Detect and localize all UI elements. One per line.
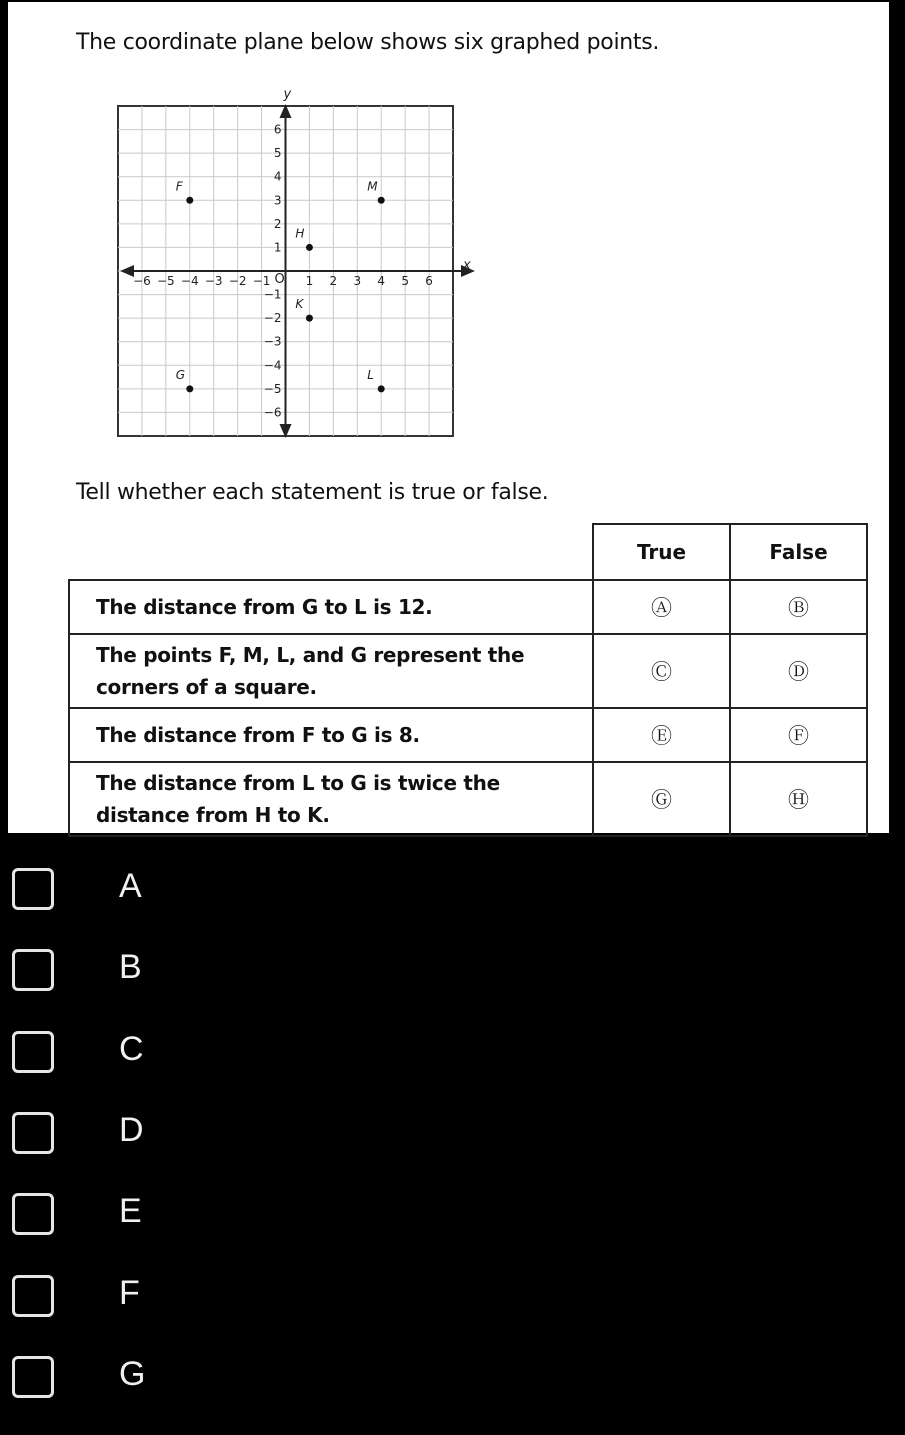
x-tick-label: 6 [425,274,433,288]
choice-f[interactable] [0,1260,300,1330]
y-axis-label: y [283,87,292,102]
question-intro: The coordinate plane below shows six graphed points. [76,30,660,55]
true-false-table [68,523,868,837]
y-tick-label: −1 [263,287,282,302]
x-tick-label: −4 [180,274,199,288]
question-instruction: Tell whether each statement is true or false. [76,480,549,505]
header-blank [69,524,593,580]
x-tick-label: 5 [401,274,409,288]
point-label: G [175,367,186,382]
statement: The distance from L to G is twice the distance from H to K. [69,762,593,836]
point-label: H [295,226,305,241]
y-tick-label: 2 [273,216,282,231]
origin-label: O [274,272,285,287]
checkbox[interactable] [12,1193,54,1235]
point-label: M [367,179,378,194]
table-row [69,580,867,634]
choice-label: D [119,1111,144,1149]
x-tick-label: −1 [252,274,271,288]
coordinate-plane [100,84,480,444]
option-g: Ⓖ [593,762,730,836]
x-tick-label: −6 [133,274,151,288]
statement: The points F, M, L, and G represent the corners of a square. [69,634,593,708]
option-f: Ⓕ [730,708,867,762]
x-tick-label: −2 [228,274,247,288]
y-tick-label: −4 [263,358,282,373]
option-e: Ⓔ [593,708,730,762]
choice-label: B [119,948,142,986]
y-tick-label: −6 [263,405,282,420]
checkbox[interactable] [12,1275,54,1317]
x-tick-label: −5 [157,274,175,288]
checkbox[interactable] [12,1356,54,1398]
choice-g[interactable] [0,1341,300,1411]
option-c: Ⓒ [593,634,730,708]
option-h: Ⓗ [730,762,867,836]
x-tick-label: 1 [305,274,314,288]
choice-a[interactable] [0,853,300,923]
x-axis-label: x [463,258,471,273]
point-h [306,244,313,251]
y-tick-label: 5 [273,146,282,161]
choice-e[interactable] [0,1178,300,1248]
choice-label: C [119,1030,144,1068]
statement: The distance from F to G is 8. [69,708,593,762]
y-tick-label: −3 [263,334,282,349]
option-d: Ⓓ [730,634,867,708]
point-m [378,197,385,204]
y-tick-label: −2 [263,311,282,326]
point-label: L [367,367,374,382]
y-tick-label: 1 [273,240,282,255]
statement: The distance from G to L is 12. [69,580,593,634]
header-false: False [730,524,867,580]
table-header-row [69,524,867,580]
option-b: Ⓑ [730,580,867,634]
x-tick-label: 2 [329,274,338,288]
y-tick-label: 4 [273,169,282,184]
choice-label: F [119,1274,140,1312]
choice-label: G [119,1355,146,1393]
choice-b[interactable] [0,934,300,1004]
choice-label: E [119,1192,142,1230]
table-row [69,762,867,836]
header-true: True [593,524,730,580]
table-row [69,634,867,708]
point-k [306,315,313,322]
option-a: Ⓐ [593,580,730,634]
y-tick-label: −5 [263,381,282,396]
point-f [186,197,193,204]
y-tick-label: 3 [273,193,282,208]
point-label: F [175,179,183,194]
point-g [186,385,193,392]
choice-d[interactable] [0,1097,300,1167]
y-tick-label: 6 [273,122,282,137]
table-row [69,708,867,762]
x-tick-label: 3 [353,274,362,288]
checkbox[interactable] [12,868,54,910]
point-l [378,385,385,392]
x-tick-label: −3 [204,274,223,288]
choice-c[interactable] [0,1016,300,1086]
checkbox[interactable] [12,1112,54,1154]
x-tick-label: 4 [377,274,386,288]
checkbox[interactable] [12,1031,54,1073]
point-label: K [295,297,304,312]
checkbox[interactable] [12,949,54,991]
choice-label: A [119,867,142,905]
